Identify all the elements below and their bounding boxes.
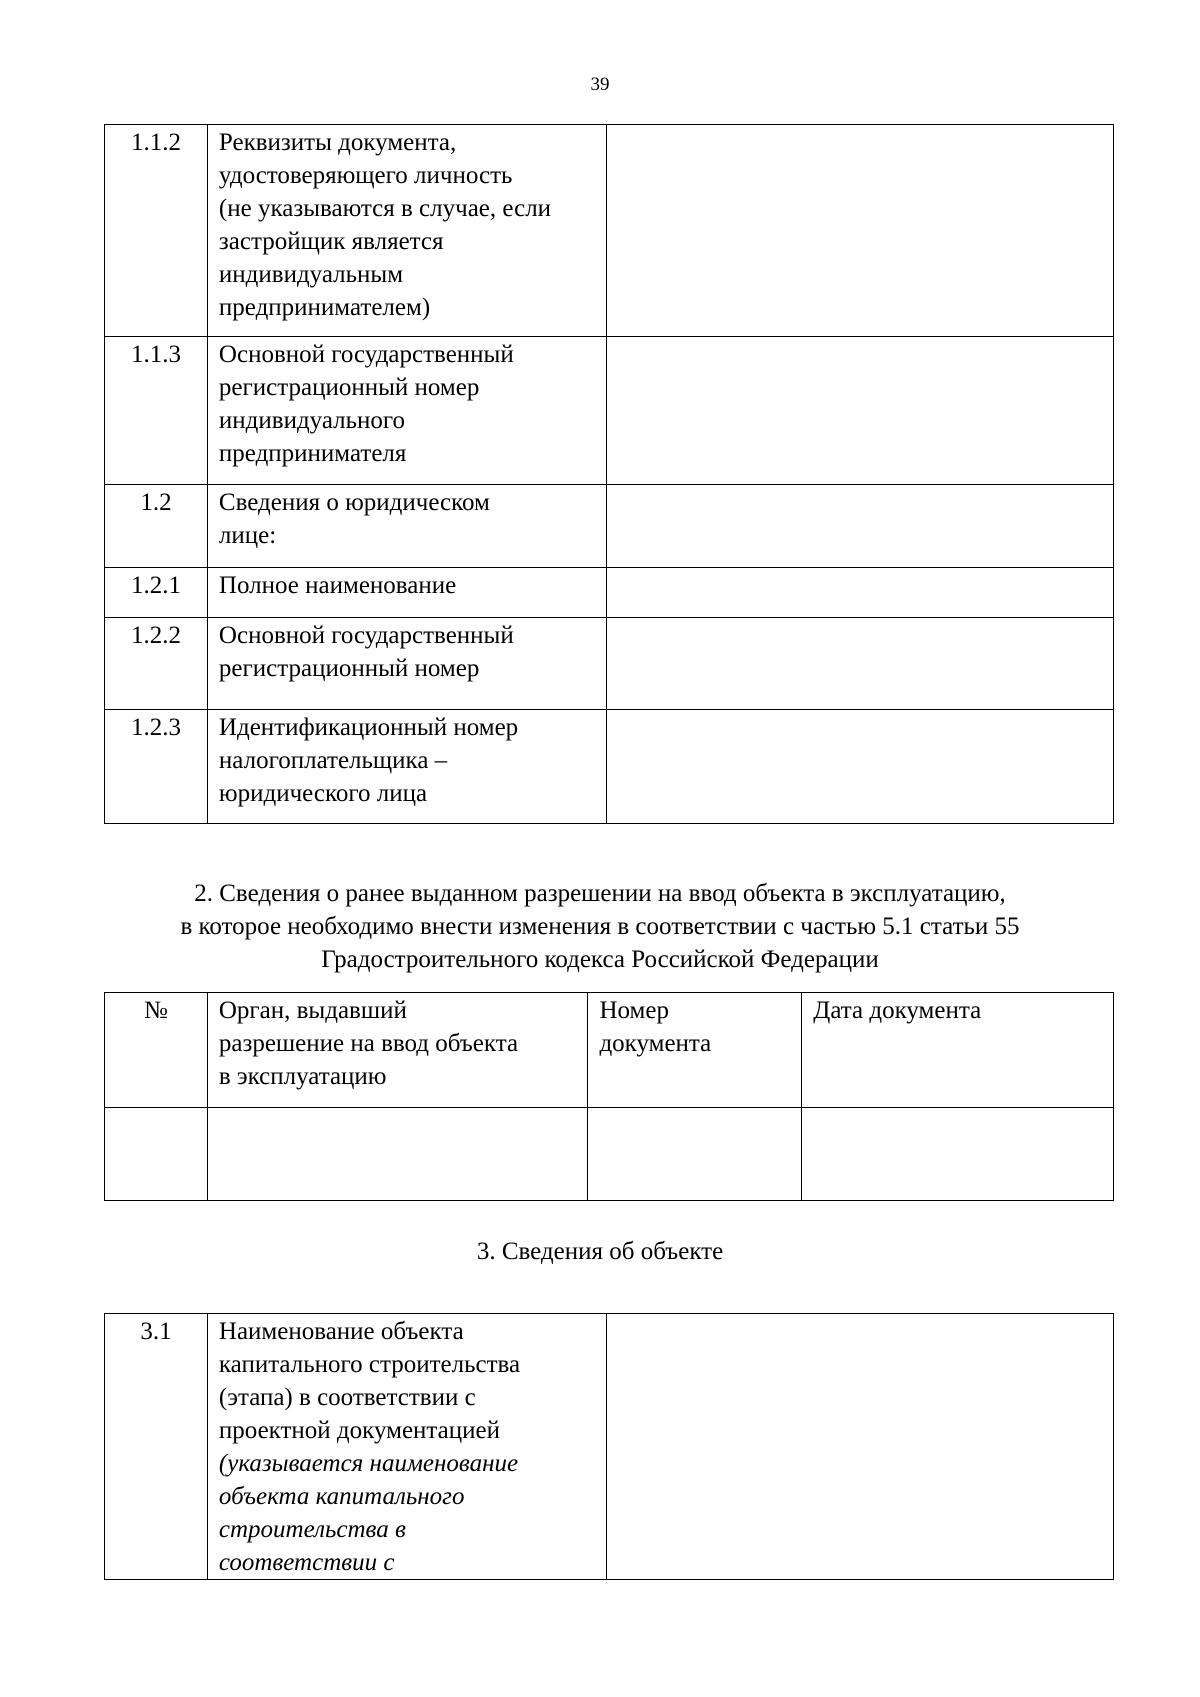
header-line: документа: [599, 1030, 712, 1057]
row-value-cell: [606, 618, 1113, 710]
table-row: [105, 485, 1114, 568]
row-label: [207, 485, 606, 568]
column-header-organ: [207, 993, 588, 1108]
row-label-line: предпринимателем): [218, 294, 431, 321]
row-number: 1.2: [105, 485, 208, 568]
row-label-line: Основной государственный: [218, 622, 514, 649]
row-label-line: регистрационный номер: [218, 655, 480, 682]
table-row: [105, 337, 1114, 485]
header-line: разрешение на ввод объекта: [218, 1030, 519, 1057]
empty-cell: [588, 1108, 802, 1201]
row-label-line: индивидуальным: [218, 261, 404, 288]
section-3-heading: 3. Сведения об объекте: [476, 1238, 724, 1265]
row-label: [207, 125, 606, 337]
column-header-number: №: [105, 993, 208, 1108]
table-row: [105, 1108, 1114, 1201]
row-label-line: проектной документацией: [218, 1417, 500, 1444]
row-label: [207, 1314, 606, 1580]
heading-line: Градостроительного кодекса Российской Федерации: [321, 946, 879, 973]
row-number: 1.1.3: [105, 337, 208, 485]
empty-cell: [802, 1108, 1114, 1201]
section-2-heading: [0, 877, 1200, 976]
header-line: Номер: [599, 997, 669, 1024]
row-label: [207, 337, 606, 485]
heading-line: 2. Сведения о ранее выданном разрешении на ввод объекта в эксплуатацию,: [194, 880, 1006, 907]
row-label-line: удостоверяющего личность: [218, 162, 513, 189]
empty-cell: [105, 1108, 208, 1201]
row-label-line: индивидуального: [218, 407, 406, 434]
column-header-doc-number: [588, 993, 802, 1108]
row-note-line: (указывается наименование: [218, 1450, 519, 1477]
page-number: 39: [590, 74, 610, 95]
row-number: 1.1.2: [105, 125, 208, 337]
row-value-cell: [606, 1314, 1113, 1580]
empty-cell: [207, 1108, 588, 1201]
row-number: 1.2.1: [105, 568, 208, 618]
row-label-line: налогоплательщика –: [218, 747, 448, 774]
row-label-line: Основной государственный: [218, 341, 514, 368]
table-row: [105, 710, 1114, 824]
row-value-cell: [606, 125, 1113, 337]
row-label: [207, 710, 606, 824]
header-line: Дата документа: [813, 997, 982, 1024]
header-line: в эксплуатацию: [218, 1063, 387, 1090]
row-label-line: Полное наименование: [218, 572, 457, 599]
previous-permit-table: [104, 992, 1114, 1201]
row-value-cell: [606, 710, 1113, 824]
table-header-row: [105, 993, 1114, 1108]
row-number: 1.2.3: [105, 710, 208, 824]
row-label-line: (этапа) в соответствии с: [218, 1384, 476, 1411]
row-note-line: объекта капитального: [218, 1483, 465, 1510]
row-label-line: предпринимателя: [218, 440, 407, 467]
table-row: [105, 125, 1114, 337]
row-label-line: капитального строительства: [218, 1351, 521, 1378]
row-number: 3.1: [105, 1314, 208, 1580]
row-number: 1.2.2: [105, 618, 208, 710]
row-label-line: (не указываются в случае, если: [218, 195, 552, 222]
row-label-line: юридического лица: [218, 780, 428, 807]
column-header-doc-date: [802, 993, 1114, 1108]
row-label: [207, 618, 606, 710]
table-row: [105, 568, 1114, 618]
row-label-line: лице:: [218, 522, 277, 549]
row-value-cell: [606, 337, 1113, 485]
header-line: Орган, выдавший: [218, 997, 407, 1024]
row-label-line: Реквизиты документа,: [218, 129, 457, 156]
row-label-line: Наименование объекта: [218, 1318, 464, 1345]
row-note-line: строительства в: [218, 1516, 406, 1543]
object-details-table: [104, 1313, 1114, 1580]
row-value-cell: [606, 568, 1113, 618]
row-label-line: Идентификационный номер: [218, 714, 519, 741]
table-row: [105, 618, 1114, 710]
row-label: [207, 568, 606, 618]
row-label-line: застройщик является: [218, 228, 444, 255]
row-note-line: соответствии с: [218, 1549, 395, 1576]
table-row: [105, 1314, 1114, 1580]
heading-line: в которое необходимо внести изменения в соответствии с частью 5.1 статьи 55: [180, 913, 1020, 940]
applicant-details-table: [104, 124, 1114, 824]
row-value-cell: [606, 485, 1113, 568]
row-label-line: регистрационный номер: [218, 374, 480, 401]
row-label-line: Сведения о юридическом: [218, 489, 490, 516]
